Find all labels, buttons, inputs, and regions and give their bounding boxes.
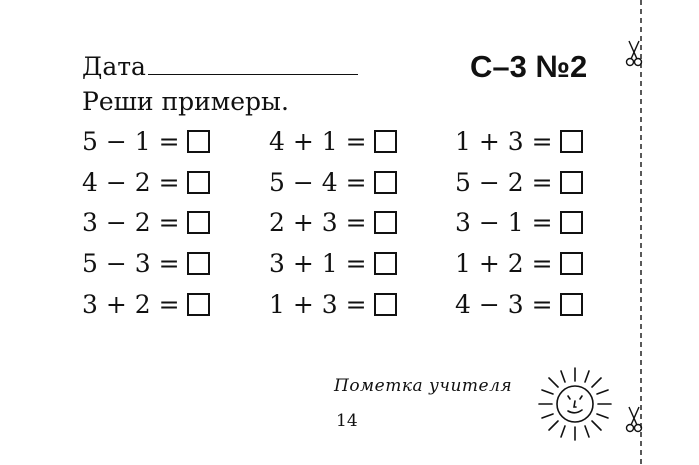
answer-box[interactable]	[374, 211, 397, 234]
problem-item	[455, 246, 583, 280]
problem-expression: 3 − 2 =	[82, 207, 180, 237]
problem-item	[269, 246, 397, 280]
problem-expression: 5 − 2 =	[455, 167, 553, 197]
problem-item	[455, 165, 583, 199]
problem-item	[455, 287, 583, 321]
problem-expression: 3 − 1 =	[455, 207, 553, 237]
cut-line	[640, 0, 642, 465]
problem-item	[455, 205, 583, 239]
problem-item	[269, 124, 397, 158]
problem-expression: 5 − 1 =	[82, 126, 180, 156]
problem-item	[269, 287, 397, 321]
problem-item	[82, 124, 210, 158]
answer-box[interactable]	[187, 293, 210, 316]
problem-item	[82, 246, 210, 280]
answer-box[interactable]	[560, 293, 583, 316]
answer-box[interactable]	[187, 171, 210, 194]
card-code: С–3 №2	[470, 49, 588, 84]
answer-box[interactable]	[560, 130, 583, 153]
problem-item	[82, 287, 210, 321]
problem-expression: 3 + 1 =	[269, 248, 367, 278]
date-blank-line[interactable]	[148, 50, 358, 75]
sun-face-icon	[537, 366, 613, 442]
problem-expression: 3 + 2 =	[82, 289, 180, 319]
problem-item	[269, 165, 397, 199]
answer-box[interactable]	[187, 130, 210, 153]
answer-box[interactable]	[560, 171, 583, 194]
date-field	[82, 50, 358, 83]
problem-expression: 1 + 3 =	[455, 126, 553, 156]
answer-box[interactable]	[374, 293, 397, 316]
problem-expression: 2 + 3 =	[269, 207, 367, 237]
answer-box[interactable]	[187, 211, 210, 234]
scissors-icon	[624, 38, 644, 68]
problems-grid	[82, 124, 602, 324]
answer-box[interactable]	[187, 252, 210, 275]
answer-box[interactable]	[560, 252, 583, 275]
problem-expression: 1 + 2 =	[455, 248, 553, 278]
problem-expression: 5 − 4 =	[269, 167, 367, 197]
problem-item	[82, 165, 210, 199]
answer-box[interactable]	[374, 171, 397, 194]
problem-item	[455, 124, 583, 158]
answer-box[interactable]	[560, 211, 583, 234]
answer-box[interactable]	[374, 130, 397, 153]
date-label: Дата	[82, 52, 146, 81]
problem-expression: 5 − 3 =	[82, 248, 180, 278]
problem-expression: 4 − 3 =	[455, 289, 553, 319]
problem-item	[269, 205, 397, 239]
problem-expression: 1 + 3 =	[269, 289, 367, 319]
teacher-mark-label: Пометка учителя	[334, 376, 513, 396]
problem-expression: 4 − 2 =	[82, 167, 180, 197]
problem-item	[82, 205, 210, 239]
scissors-icon	[624, 404, 644, 434]
problem-expression: 4 + 1 =	[269, 126, 367, 156]
answer-box[interactable]	[374, 252, 397, 275]
instruction-text: Реши примеры.	[82, 87, 289, 116]
page-number: 14	[336, 411, 358, 431]
